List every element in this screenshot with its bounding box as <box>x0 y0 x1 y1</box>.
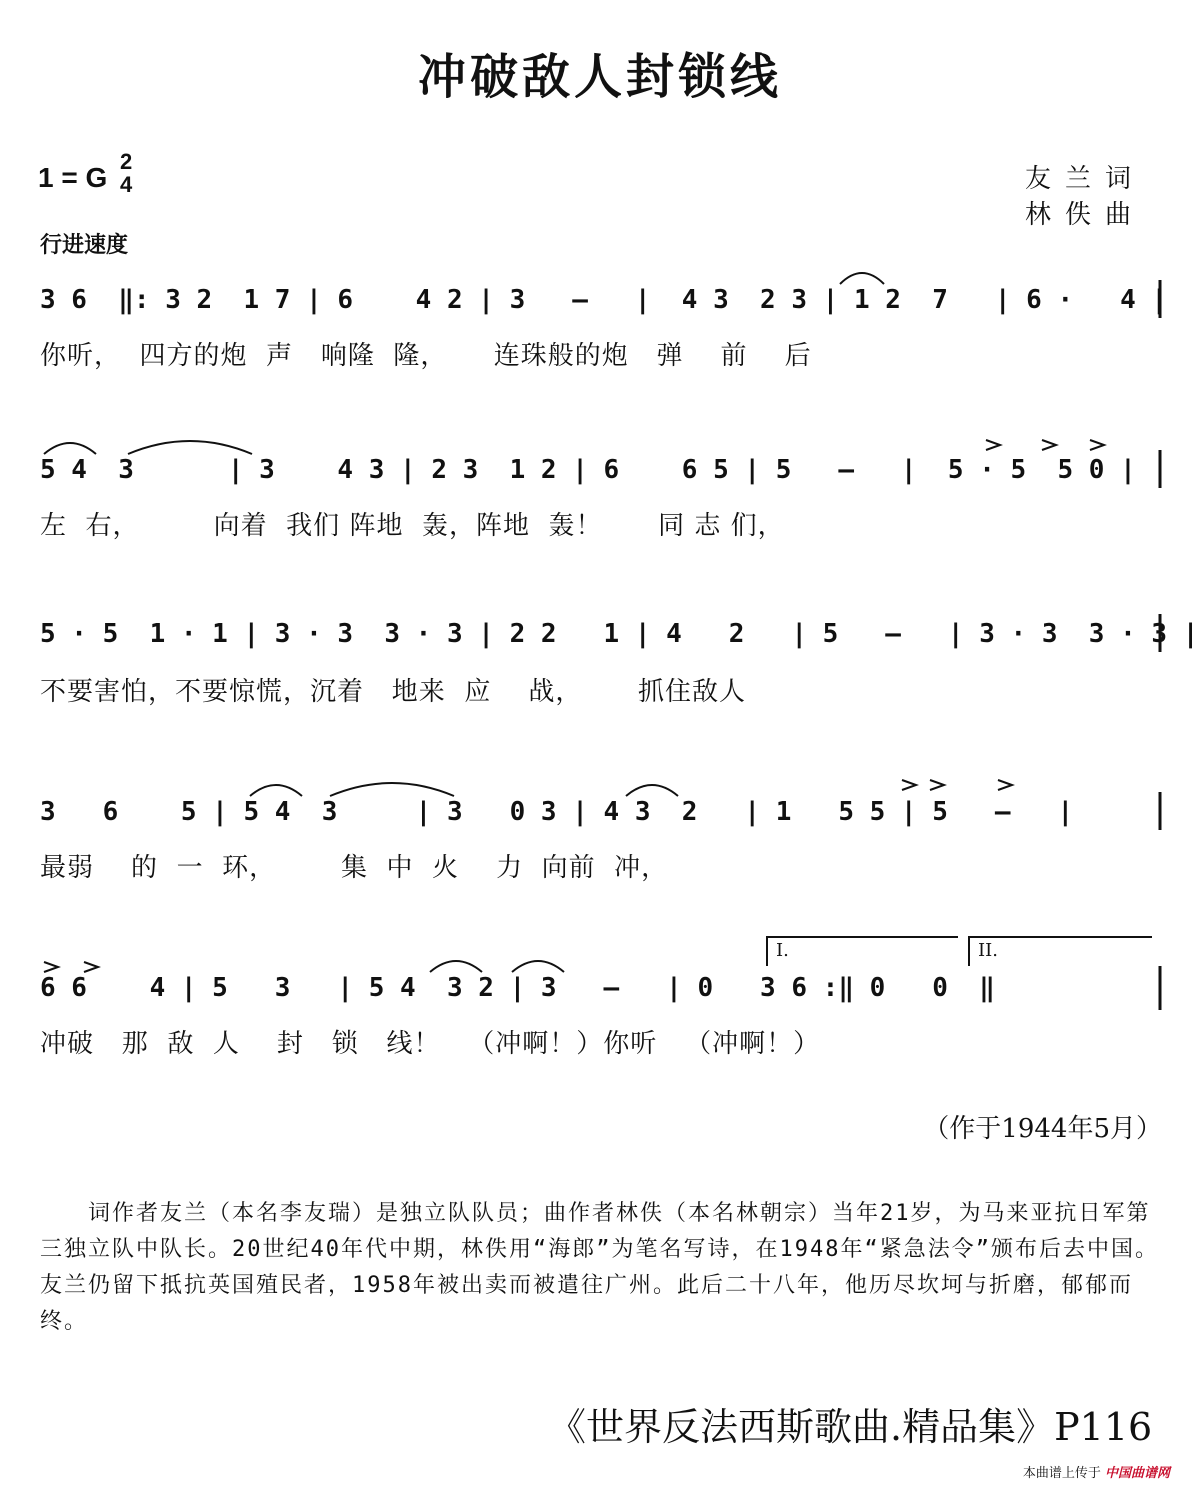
accent-mark <box>44 962 58 972</box>
footer-text: 本曲谱上传于 <box>1022 1466 1101 1481</box>
slur-mark <box>626 785 678 796</box>
notation-line-1: 3 6 ‖: 3 2 1 7 | 6 4 2 | 3 – | 4 3 2 3 | 1 2 7 | 6 · 4 | <box>40 285 1168 315</box>
lyrics-line-4: 最弱 的 一 环， 集 中 火 力 向前 冲， <box>40 853 669 883</box>
slur-mark <box>44 443 96 454</box>
notation-line-3: 5 · 5 1 · 1 | 3 · 3 3 · 3 | 2 2 1 | 4 2 | 5 – | 3 · 3 3 · 3 | <box>40 619 1199 649</box>
background-paragraph: 词作者友兰（本名李友瑞）是独立队队员；曲作者林佚（本名林朝宗）当年21岁，为马来亚抗日军第三独立队中队长。20世纪40年代中期，林佚用“海郎”为笔名写诗，在1948年“紧急法令”颁布后去中国。友兰仍留下抵抗英国殖民者，1958年被出卖而被遣往广州。此后二十八年，他历尽坎坷与折磨，郁郁而终。 <box>40 1201 1159 1334</box>
tempo-marking: 行进速度 <box>40 233 129 258</box>
accent-mark <box>1090 440 1104 450</box>
accent-mark <box>1042 440 1056 450</box>
lyricist-credit: 友兰词 <box>1025 164 1146 194</box>
lyrics-line-3: 不要害怕，不要惊慌，沉着 地来 应 战， 抓住敌人 <box>40 677 746 707</box>
slur-mark <box>430 961 482 972</box>
accent-mark <box>84 962 98 972</box>
accent-mark <box>902 780 916 790</box>
slur-mark <box>128 441 252 454</box>
volta-second-label: II. <box>978 940 998 961</box>
accent-mark <box>986 440 1000 450</box>
slur-mark <box>512 961 564 972</box>
slur-mark <box>840 273 884 284</box>
composer-credit: 林佚曲 <box>1025 200 1146 230</box>
composition-date: （作于1944年5月） <box>923 1114 1162 1144</box>
key-signature: 1 = G <box>38 162 108 193</box>
slur-mark <box>250 785 302 796</box>
volta-first-label: I. <box>776 940 789 961</box>
lyrics-line-5: 冲破 那 敌 人 封 锁 线！ （冲啊！）你听 （冲啊！） <box>40 1029 821 1059</box>
lyrics-line-1: 你听， 四方的炮 声 响隆 隆， 连珠般的炮 弹 前 后 <box>40 341 812 371</box>
song-title: 冲破敌人封锁线 <box>417 49 782 105</box>
source-citation: 《世界反法西斯歌曲.精品集》P116 <box>548 1405 1153 1449</box>
accent-mark <box>930 780 944 790</box>
notation-line-4: 3 6 5 | 5 4 3 | 3 0 3 | 4 3 2 | 1 5 5 | 5 – | <box>40 797 1074 827</box>
slur-mark <box>330 783 454 796</box>
meter-top: 2 <box>120 149 133 174</box>
site-logo[interactable]: 中国曲谱网 <box>1104 1466 1170 1481</box>
accent-mark <box>998 780 1012 790</box>
footer-credit <box>1023 1462 1170 1481</box>
meter-bottom: 4 <box>120 172 133 197</box>
notation-line-5: 6 6 4 | 5 3 | 5 4 3 2 | 3 – | 0 3 6 :‖ 0 0 ‖ <box>40 973 995 1003</box>
notation-line-2: 5 4 3 | 3 4 3 | 2 3 1 2 | 6 6 5 | 5 – | 5 · 5 5 0 | <box>40 455 1136 485</box>
lyrics-line-2: 左 右， 向着 我们 阵地 轰，阵地 轰！ 同 志 们， <box>40 511 785 541</box>
